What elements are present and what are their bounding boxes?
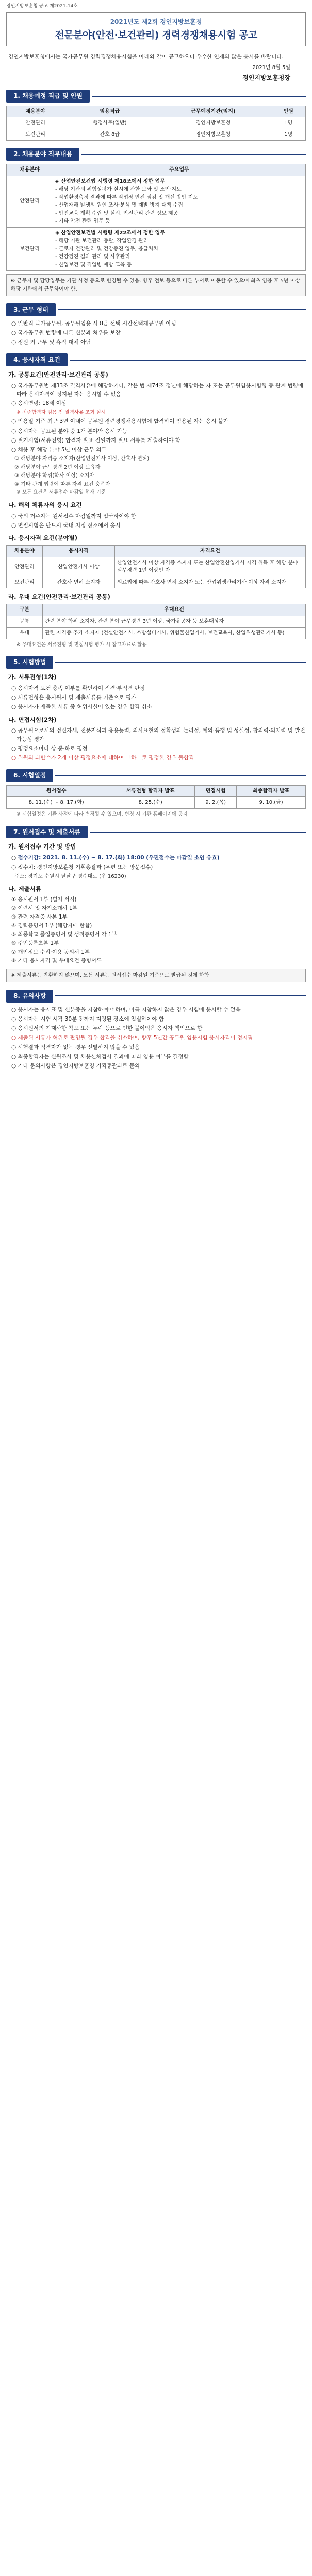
section-header	[6, 148, 306, 161]
duty-line: - 작업환경측정 결과에 따른 작업장 안전 점검 및 개선 방안 지도	[55, 194, 198, 200]
agency-name: 경인지방보훈청장	[242, 74, 290, 81]
list-item: ○ 국가공무원법 제33조 결격사유에 해당하거나, 같은 법 제74조 정년에 해당하는 자 또는 공무원임용시험령 등 관계 법령에 따라 응시자격이 정지된 자는 응시할 수 없음	[11, 382, 304, 398]
column-header: 채용분야	[7, 106, 64, 117]
documents-note: ※ 제출서류는 반환하지 않으며, 모든 서류는 원서접수 마감일 기준으로 발급된 것에 한함	[6, 969, 306, 983]
column-header: 최종합격자 발표	[237, 785, 306, 797]
duty-line: ◈ 산업안전보건법 시행령 제18조에서 정한 업무	[55, 178, 165, 184]
subsection-title: 다. 응시자격 요건(분야별)	[8, 534, 77, 542]
section-header	[6, 769, 306, 782]
title-box	[6, 12, 306, 46]
duty-line: - 해당 기관 보건관리 총괄, 작업환경 관리	[55, 238, 149, 244]
column-header: 구분	[7, 604, 43, 616]
section-title: 8. 유의사항	[6, 990, 53, 1003]
list-item: ○ 최종합격자는 신원조사 및 채용신체검사 결과에 따라 임용 여부를 결정함	[11, 1053, 189, 1060]
section-title: 7. 원서접수 및 제출서류	[6, 826, 88, 839]
table-row	[7, 117, 306, 129]
list-item: ○ 위원의 과반수가 2개 이상 평정요소에 대하여 「하」로 평정한 경우 불합격	[11, 755, 194, 761]
duty-line: - 기타 안전 관련 업무 등	[55, 218, 110, 225]
table-cell: 경인지방보훈청	[155, 117, 271, 129]
list-item: ○ 국가공무원 법령에 따른 신분과 처우를 보장	[11, 329, 121, 336]
subsection-title: 가. 서류전형(1차)	[8, 673, 57, 681]
column-header: 자격요건	[115, 546, 306, 557]
list-item: ○ 채용 후 해당 분야 5년 이상 근무 의무	[11, 447, 107, 453]
list-item: ○ 서류전형은 응시원서 및 제출서류를 기준으로 평가	[11, 694, 137, 701]
list-item: ② 이력서 및 자기소개서 1부	[11, 905, 78, 911]
table-cell: 공통	[7, 616, 43, 628]
table-row	[7, 797, 306, 809]
note-text: ※ 시험일정은 기관 사정에 따라 변경될 수 있으며, 변경 시 기관 홈페이지에 공지	[17, 811, 188, 817]
column-header: 주요업무	[53, 164, 306, 176]
duty-line: - 안전교육 계획 수립 및 실시, 안전관리 관련 정보 제공	[55, 210, 178, 216]
section-title: 5. 시험방법	[6, 656, 53, 669]
list-item: ① 응시원서 1부 (별지 서식)	[11, 896, 77, 903]
divider	[92, 96, 306, 97]
section-header	[6, 303, 306, 316]
duty-line: - 건강검진 결과 관리 및 사후관리	[55, 254, 130, 260]
subsection-title: 가. 원서접수 기간 및 방법	[8, 843, 76, 851]
list-item: ○ 응시원서의 기재사항 착오 또는 누락 등으로 인한 불이익은 응시자 책임으로 함	[11, 1025, 203, 1032]
list-item: ○ 정원 외 근무 및 휴직 대체 아님	[11, 339, 91, 346]
intro-text: 경인지방보훈청에서는 국가공무원 경력경쟁채용시험을 아래와 같이 공고하오니 우수한 인재의 많은 응시를 바랍니다.	[8, 53, 284, 60]
section-title: 2. 채용분야 직무내용	[6, 148, 79, 161]
list-item: ④ 경력증명서 1부 (해당자에 한함)	[11, 922, 92, 929]
sub-list-item: ④ 기타 관계 법령에 따른 자격 요건 충족자	[14, 481, 110, 487]
table-cell: 의료법에 따른 간호사 면허 소지자 또는 산업위생관리기사 이상 자격 소지자	[115, 577, 306, 588]
note-text: ※ 최종합격자 임용 전 결격사유 조회 실시	[17, 409, 106, 415]
qualification-table	[6, 545, 306, 588]
divider	[55, 995, 306, 996]
table-cell: 간호사 면허 소지자	[43, 577, 115, 588]
list-item: ○ 응시자가 제출한 서류 중 허위사실이 있는 경우 합격 취소	[11, 704, 152, 710]
duties-table	[6, 164, 306, 271]
column-header: 서류전형 합격자 발표	[106, 785, 195, 797]
table-cell: 안전관리	[7, 176, 53, 227]
table-row	[7, 227, 306, 271]
notice-page	[0, 0, 312, 1082]
list-item: ○ 응시자는 공고된 분야 중 1개 분야만 응시 가능	[11, 428, 128, 434]
duty-line: - 해당 기관의 위험성평가 실시에 관한 보좌 및 조언·지도	[55, 187, 182, 193]
list-item: ○ 임용일 기준 최근 3년 이내에 공무원 경력경쟁채용시험에 합격하여 임용된 자는 응시 불가	[11, 418, 229, 425]
subsection-title: 나. 면접시험(2차)	[8, 716, 57, 723]
table-cell: 간호 8급	[64, 129, 155, 141]
sub-list-item: ① 해당분야 자격증 소지자(산업안전기사 이상, 간호사 면허)	[14, 456, 150, 462]
divider	[81, 154, 306, 155]
column-header: 임용직급	[64, 106, 155, 117]
table-cell: 보건관리	[7, 227, 53, 271]
table-cell: 행정사무(일반)	[64, 117, 155, 129]
notice-date: 2021년 8월 5일	[252, 65, 290, 71]
column-header: 인원	[271, 106, 306, 117]
table-row	[7, 616, 306, 628]
list-item: ○ 응시연령: 18세 이상	[11, 400, 67, 407]
table-cell: 1명	[271, 129, 306, 141]
duty-line: ◈ 산업안전보건법 시행령 제22조에서 정한 업무	[55, 230, 165, 236]
list-item: ○ 국외 거주자는 원서접수 마감일까지 입국하여야 함	[11, 513, 137, 519]
positions-table	[6, 106, 306, 141]
list-item: ③ 관련 자격증 사본 1부	[11, 913, 68, 920]
list-item: ○ 시험결과 적격자가 없는 경우 선발하지 않을 수 있음	[11, 1044, 140, 1050]
duties-note: ※ 근무지 및 담당업무는 기관 사정 등으로 변경될 수 있음. 향후 전보 등으로 다른 부서로 이동할 수 있으며 최초 임용 후 5년 이상 해당 기관에서 근무하여야 함.	[6, 274, 306, 296]
column-header: 우대요건	[43, 604, 306, 616]
table-cell: 우대	[7, 628, 43, 639]
table-cell: 관련 분야 학위 소지자, 관련 분야 근무경력 3년 이상, 국가유공자 등 보훈대상자	[43, 616, 306, 628]
column-header: 원서접수	[7, 785, 106, 797]
column-header: 채용분야	[7, 164, 53, 176]
list-item: ○ 평정요소마다 상·중·하로 평정	[11, 745, 88, 752]
table-cell: 안전관리	[7, 557, 43, 577]
divider	[70, 360, 306, 361]
subsection-title: 나. 해외 체류자의 응시 요건	[8, 501, 82, 509]
table-row	[7, 628, 306, 639]
list-item: ⑥ 주민등록초본 1부	[11, 940, 59, 946]
section-header	[6, 90, 306, 103]
table-cell: 안전관리	[7, 117, 64, 129]
section-title: 4. 응시자격 요건	[6, 353, 68, 366]
list-item: ○ 응시자는 시험 시작 30분 전까지 지정된 장소에 입실하여야 함	[11, 1015, 164, 1022]
table-cell: 보건관리	[7, 129, 64, 141]
table-cell: 관련 자격증 추가 소지자 (건설안전기사, 소방설비기사, 위험물산업기사, 보건교육사, 산업위생관리기사 등)	[43, 628, 306, 639]
notice-title: 전문분야(안전·보건관리) 경력경쟁채용시험 공고	[55, 29, 257, 41]
column-header: 근무예정기관(임지)	[155, 106, 271, 117]
list-item: ○ 면접시험은 반드시 국내 지정 장소에서 응시	[11, 522, 121, 529]
note-text: ※ 우대요건은 서류전형 및 면접시험 평가 시 참고자료로 활용	[17, 641, 147, 648]
table-row	[7, 577, 306, 588]
list-item: ○ 기타 문의사항은 경인지방보훈청 기획총괄과로 문의	[11, 1063, 140, 1070]
list-item: ⑦ 개인정보 수집·이용 동의서 1부	[11, 948, 90, 955]
column-header: 응시자격	[43, 546, 115, 557]
divider	[55, 662, 306, 663]
table-row	[7, 557, 306, 577]
table-cell: 산업안전기사 이상	[43, 557, 115, 577]
schedule-table	[6, 785, 306, 809]
table-cell: 1명	[271, 117, 306, 129]
table-row	[7, 129, 306, 141]
notice-subtitle: 2021년도 제2회 경인지방보훈청	[110, 18, 202, 25]
documents-list	[9, 896, 306, 965]
list-item: ○ 접수기간: 2021. 8. 11.(수) ~ 8. 17.(화) 18:00 (우편접수는 마감일 소인 유효)	[11, 855, 220, 861]
column-header: 면접시험	[195, 785, 237, 797]
duty-line: - 산업보건 및 직업병 예방 교육 등	[55, 262, 132, 268]
section-title: 3. 근무 형태	[6, 303, 56, 316]
list-item: ○ 응시자격 요건 충족 여부를 확인하여 적격·부적격 판정	[11, 685, 145, 691]
sub-list-item: ③ 해당분야 학위(학사 이상) 소지자	[14, 473, 95, 479]
table-cell: 9. 2.(목)	[195, 797, 237, 809]
column-header: 채용분야	[7, 546, 43, 557]
list-item: ○ 일반직 국가공무원, 공무원임용 시 8급 선택 시간선택제공무원 아님	[11, 320, 176, 327]
list-item: ⑧ 기타 응시자격 및 우대요건 증빙서류	[11, 957, 102, 964]
list-item: ⑤ 최종학교 졸업증명서 및 성적증명서 각 1부	[11, 931, 117, 938]
notice-number: 경인지방보훈청 공고 제2021-14호	[6, 4, 78, 9]
table-cell: 산업안전기사 이상 자격증 소지자 또는 산업안전산업기사 자격 취득 후 해당 분야 실무경력 1년 이상인 자	[115, 557, 306, 577]
table-cell: 경인지방보훈청	[155, 129, 271, 141]
section-header	[6, 656, 306, 669]
divider	[90, 832, 306, 833]
divider	[55, 775, 306, 776]
subsection-title: 나. 제출서류	[8, 885, 41, 893]
list-item: ○ 제출된 서류가 허위로 판명될 경우 합격을 취소하며, 향후 5년간 공무원 임용시험 응시자격이 정지됨	[11, 1035, 253, 1041]
table-cell: 8. 25.(수)	[106, 797, 195, 809]
subsection-title: 라. 우대 요건(안전관리·보건관리 공통)	[8, 593, 110, 601]
section-title: 6. 시험일정	[6, 769, 53, 782]
table-cell: 9. 10.(금)	[237, 797, 306, 809]
divider	[58, 309, 306, 310]
duty-line: - 근로자 건강관리 및 건강증진 업무, 응급처치	[55, 246, 158, 252]
section-header	[6, 990, 306, 1003]
sub-list-item: ② 해당분야 근무경력 2년 이상 보유자	[14, 464, 101, 470]
duties-cell	[53, 176, 306, 227]
table-cell: 보건관리	[7, 577, 43, 588]
section-header	[6, 353, 306, 366]
signature-block	[6, 64, 306, 82]
subsection-title: 가. 공통요건(안전관리·보건관리 공통)	[8, 371, 108, 378]
list-item: ○ 필기시험(서류전형) 합격자 발표 전일까지 필요 서류를 제출하여야 함	[11, 437, 181, 444]
table-cell: 8. 11.(수) ~ 8. 17.(화)	[7, 797, 106, 809]
table-row	[7, 176, 306, 227]
list-item: ○ 접수처: 경인지방보훈청 기획총괄과 (우편 또는 방문접수)	[11, 864, 153, 871]
note-text: ※ 모든 요건은 서류접수 마감일 현재 기준	[17, 489, 106, 496]
list-item: ○ 응시자는 응시표 및 신분증을 지참하여야 하며, 이를 지참하지 않은 경우 시험에 응시할 수 없음	[11, 1006, 241, 1013]
preference-table	[6, 604, 306, 639]
duty-line: - 산업재해 발생의 원인 조사·분석 및 재발 방지 대책 수립	[55, 202, 183, 209]
duties-cell	[53, 227, 306, 271]
section-title: 1. 채용예정 직급 및 인원	[6, 90, 90, 103]
list-item: ○ 공무원으로서의 정신자세, 전문지식과 응용능력, 의사표현의 정확성과 논리성, 예의·품행 및 성실성, 창의력·의지력 및 발전 가능성 평가	[11, 727, 305, 742]
sub-list-item: 주소: 경기도 수원시 팔달구 경수대로 (우 16230)	[14, 873, 126, 879]
section-header	[6, 826, 306, 839]
